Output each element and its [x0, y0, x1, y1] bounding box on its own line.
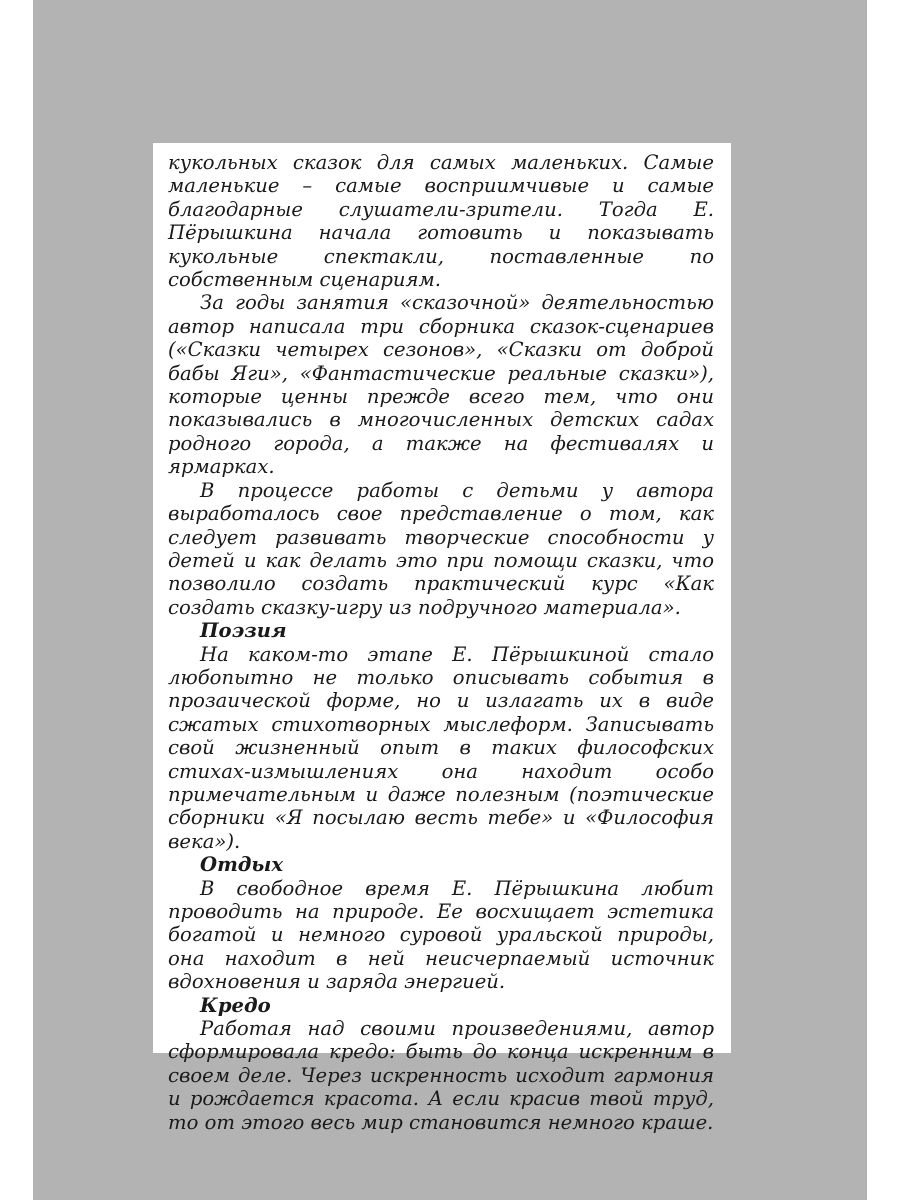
- paragraph-intro-2: За годы занятия «сказочной» деятельностью автор написала три сборника сказок-сценариев («Сказки четырех сезонов», «Сказки от доброй бабы Яги», «Фантастические реальные сказки»), которые ценны прежде всего тем, что они показывались в многочисленных детских садах родного города, а также на фестивалях и ярмарках.: [168, 291, 714, 479]
- paragraph-intro-1: кукольных сказок для самых маленьких. Самые маленькие – самые восприимчивые и самые благодарные слушатели-зрители. Тогда Е. Пёрышкина начала готовить и показывать кукольные спектакли, поставленные по собственным сценариям.: [168, 151, 714, 292]
- section-text-poetry: На каком-то этапе Е. Пёрышкиной стало любопытно не только описывать события в прозаической форме, но и излагать их в виде сжатых стихотворных мыслеформ. Записывать свой жизненный опыт в таких философских стихах-измышлениях она находит особо примечательным и даже полезным (поэтические сборники «Я посылаю весть тебе» и «Философия века»).: [168, 642, 714, 853]
- paragraph-intro-3: В процессе работы с детьми у автора выработалось свое представление о том, как следует развивать творческие способности у детей и как делать это при помощи сказки, что позволило создать практический курс «Как создать сказку-игру из подручного материала».: [168, 478, 714, 619]
- section-text-credo: Работая над своими произведениями, автор сформировала кредо: быть до конца искренним в своем деле. Через искренность исходит гармония и рождается красота. А если красив твой труд, то от этого весь мир становится немного краше.: [168, 1017, 714, 1134]
- section-heading-poetry: Поэзия: [200, 619, 287, 643]
- book-page: [153, 143, 731, 1134]
- page-text: [168, 151, 714, 1134]
- document-viewer-background: [33, 0, 867, 1200]
- section-heading-rest: Отдых: [200, 853, 284, 877]
- section-heading-credo: Кредо: [200, 993, 271, 1017]
- section-text-rest: В свободное время Е. Пёрышкина любит проводить на природе. Ее восхищает эстетика богатой и немного суровой уральской природы, она находит в ней неисчерпаемый источник вдохновения и заряда энергией.: [168, 876, 714, 994]
